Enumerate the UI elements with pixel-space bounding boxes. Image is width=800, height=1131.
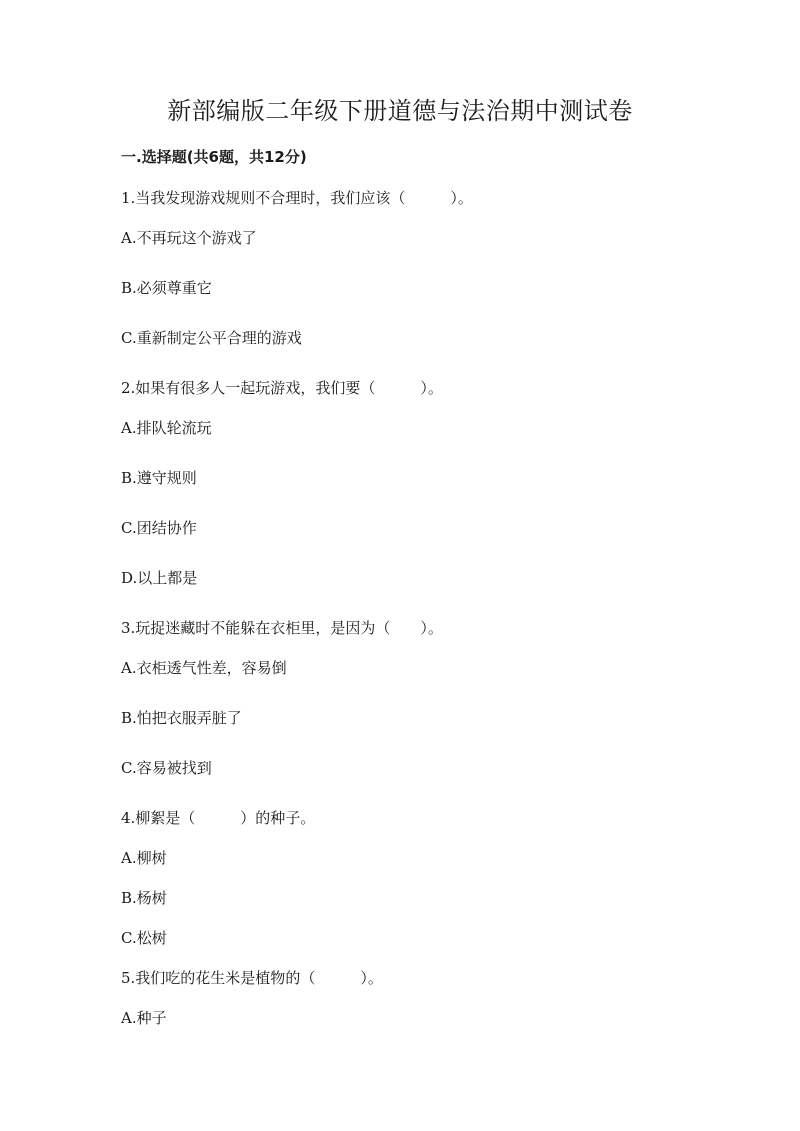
question-2-option-d: D.以上都是 bbox=[121, 569, 198, 587]
question-4-option-b: B.杨树 bbox=[121, 889, 167, 907]
question-2: 2.如果有很多人一起玩游戏，我们要（ ）。 bbox=[121, 379, 443, 397]
question-5: 5.我们吃的花生米是植物的（ ）。 bbox=[121, 969, 383, 987]
question-4: 4.柳絮是（ ）的种子。 bbox=[121, 809, 316, 827]
question-1: 1.当我发现游戏规则不合理时，我们应该（ ）。 bbox=[121, 189, 473, 207]
question-3-option-a: A.衣柜透气性差，容易倒 bbox=[121, 659, 287, 677]
question-3-option-c: C.容易被找到 bbox=[121, 759, 212, 777]
question-3: 3.玩捉迷藏时不能躲在衣柜里，是因为（ ）。 bbox=[121, 619, 443, 637]
question-2-option-b: B.遵守规则 bbox=[121, 469, 197, 487]
question-1-option-c: C.重新制定公平合理的游戏 bbox=[121, 329, 302, 347]
question-2-option-a: A.排队轮流玩 bbox=[121, 419, 212, 437]
question-4-option-c: C.松树 bbox=[121, 929, 167, 947]
question-1-option-b: B.必须尊重它 bbox=[121, 279, 212, 297]
question-5-option-a: A.种子 bbox=[121, 1009, 167, 1027]
question-4-option-a: A.柳树 bbox=[121, 849, 167, 867]
question-3-option-b: B.怕把衣服弄脏了 bbox=[121, 709, 242, 727]
section-heading: 一.选择题(共6题，共12分) bbox=[121, 148, 307, 166]
page-title: 新部编版二年级下册道德与法治期中测试卷 bbox=[167, 97, 633, 125]
question-1-option-a: A.不再玩这个游戏了 bbox=[121, 229, 257, 247]
question-2-option-c: C.团结协作 bbox=[121, 519, 197, 537]
